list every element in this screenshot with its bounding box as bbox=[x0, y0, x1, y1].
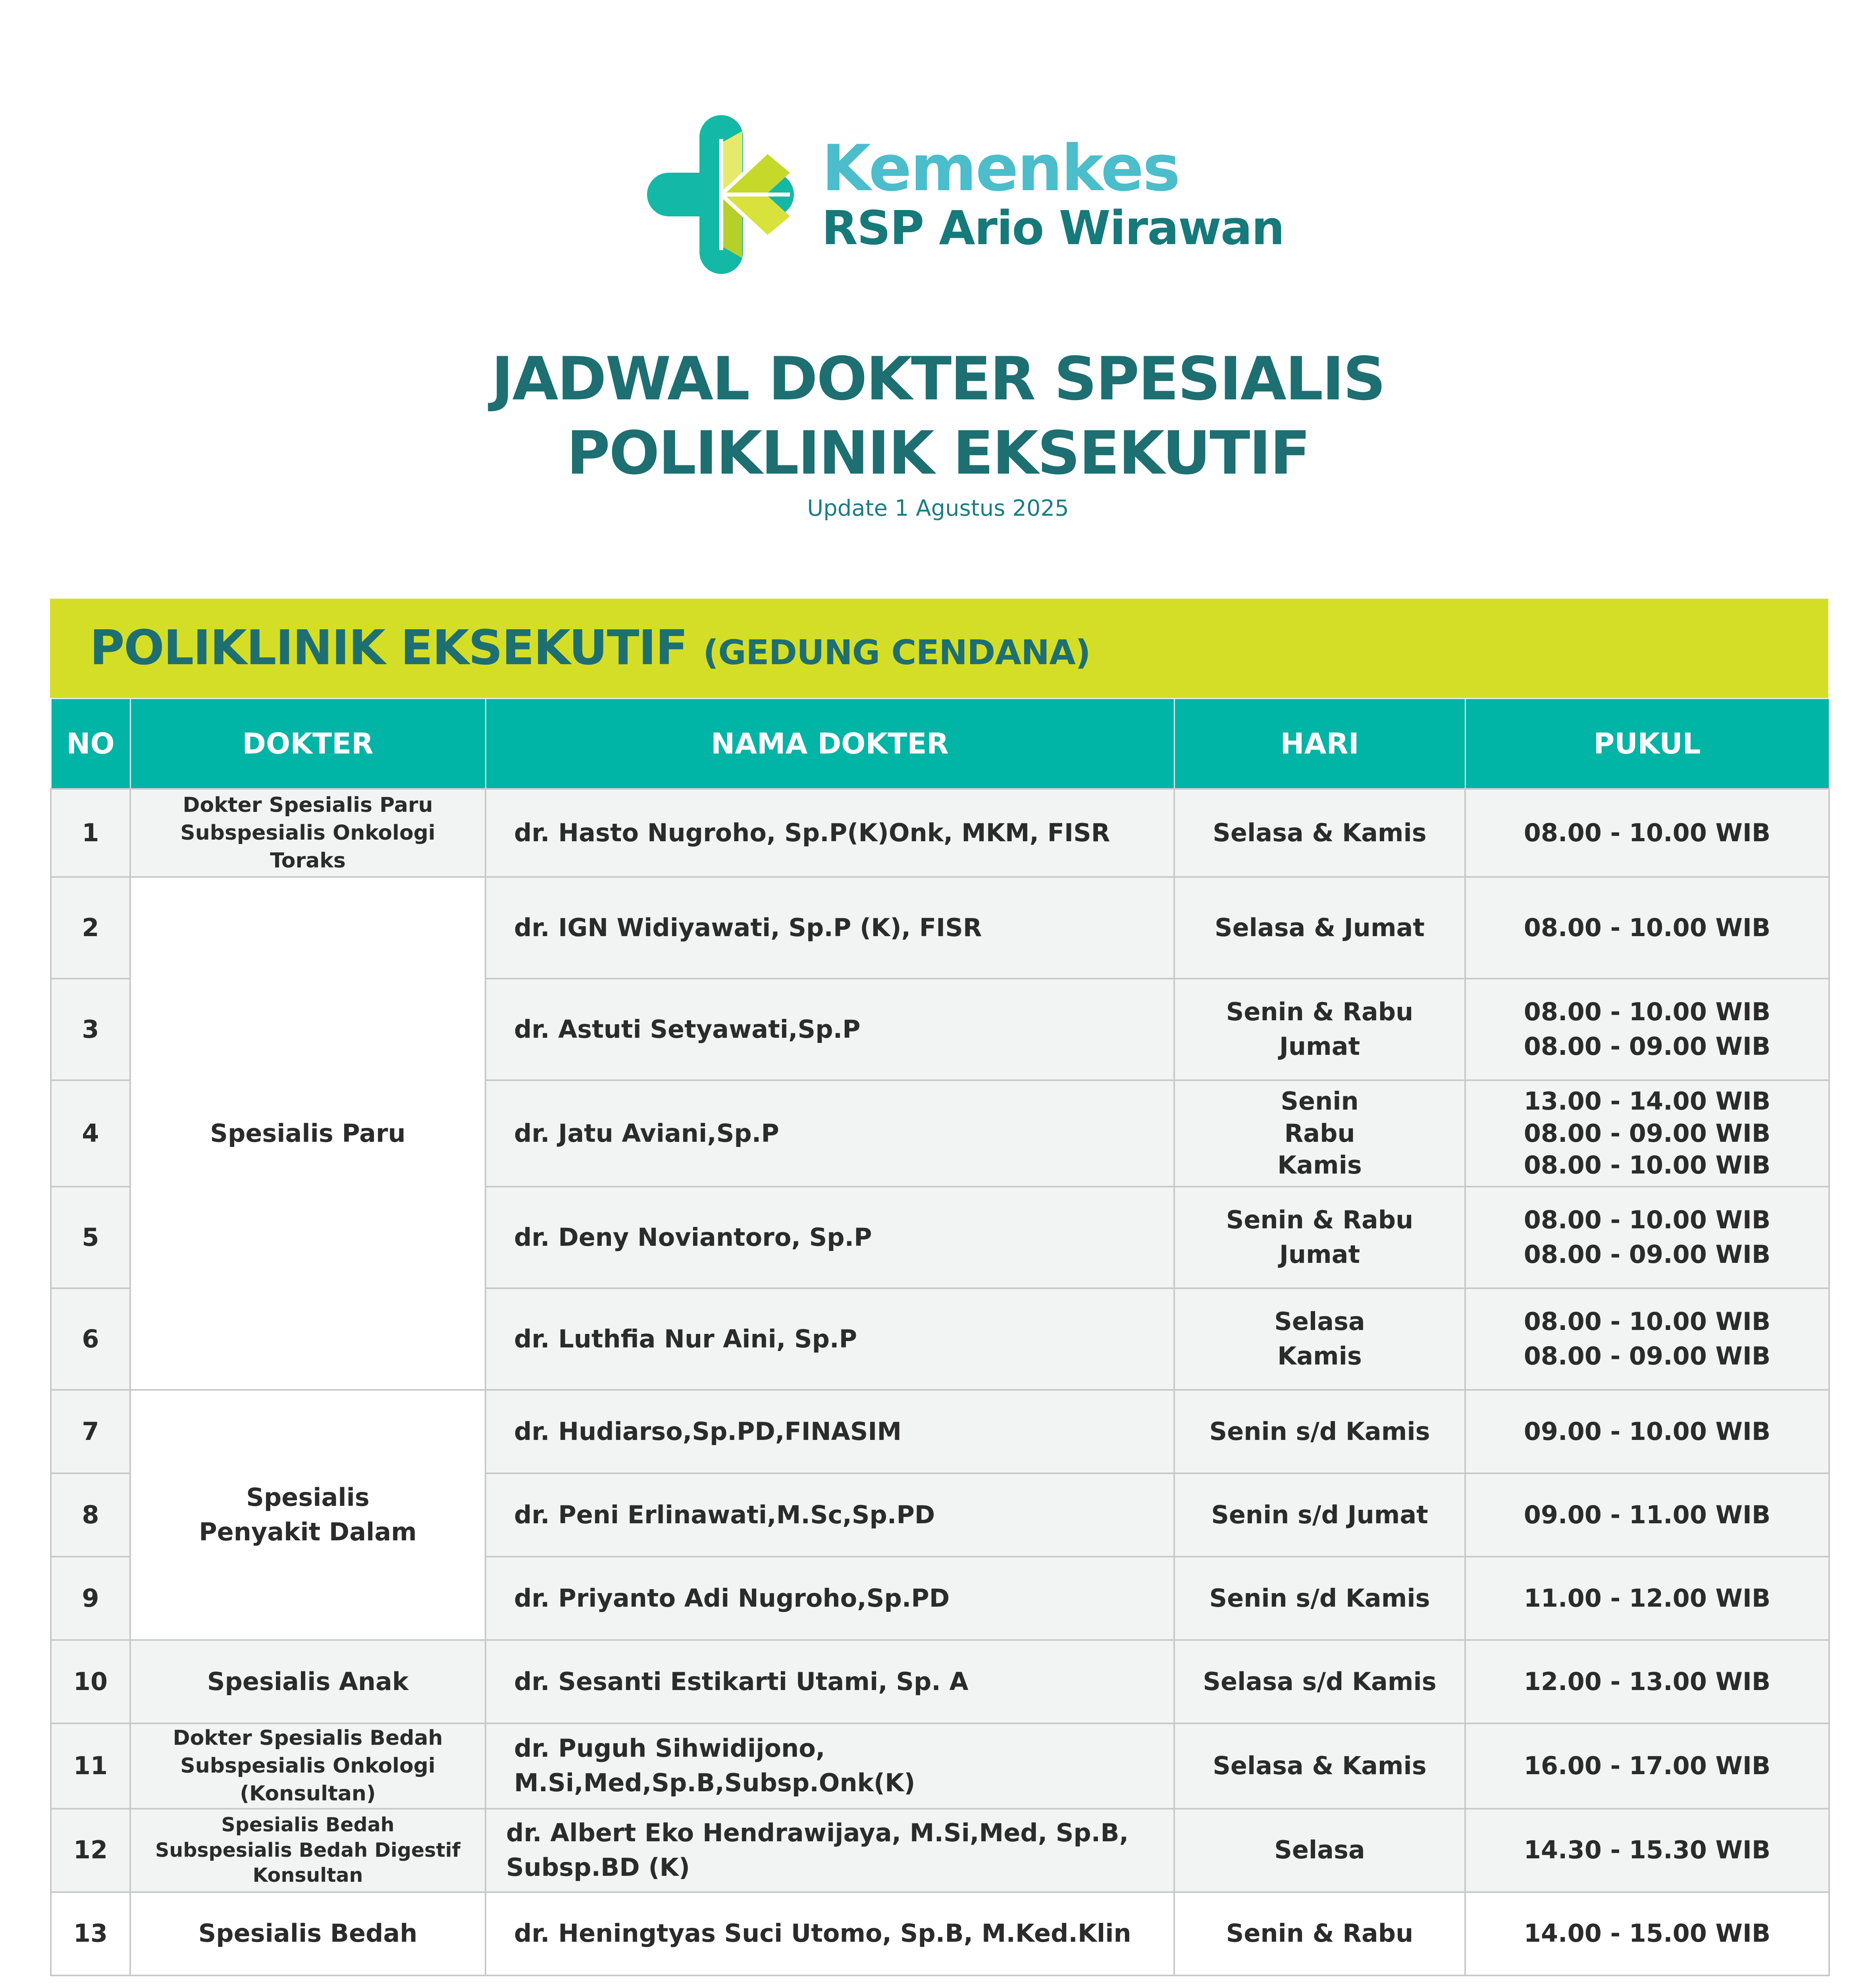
table-row bbox=[51, 1640, 1829, 1723]
kemenkes-logo-icon bbox=[647, 115, 794, 274]
row-no: 5 bbox=[51, 1187, 130, 1288]
row-no: 12 bbox=[51, 1809, 130, 1892]
row-time: 11.00 - 12.00 WIB bbox=[1465, 1557, 1829, 1640]
row-specialty: Spesialis Bedah bbox=[130, 1892, 485, 1975]
row-time: 08.00 - 10.00 WIB bbox=[1465, 789, 1829, 877]
row-no: 7 bbox=[51, 1390, 130, 1473]
table-row bbox=[51, 1809, 1829, 1892]
hospital-name: RSP Ario Wirawan bbox=[822, 200, 1284, 255]
row-no: 8 bbox=[51, 1473, 130, 1557]
row-day: Senin & Rabu bbox=[1174, 1892, 1465, 1975]
row-doctor-name: dr. Astuti Setyawati,Sp.P bbox=[485, 979, 1174, 1080]
row-no: 2 bbox=[51, 877, 130, 979]
row-doctor-name: dr. Sesanti Estikarti Utami, Sp. A bbox=[485, 1640, 1174, 1723]
section-header bbox=[50, 599, 1828, 698]
table-row bbox=[51, 1723, 1829, 1809]
row-day: Senin s/d Jumat bbox=[1174, 1473, 1465, 1557]
row-no: 4 bbox=[51, 1080, 130, 1187]
row-doctor-name: dr. Puguh Sihwidijono, M.Si,Med,Sp.B,Subsp.Onk(K) bbox=[485, 1723, 1174, 1809]
row-doctor-name: dr. Albert Eko Hendrawijaya, M.Si,Med, Sp.B, Subsp.BD (K) bbox=[485, 1809, 1174, 1892]
row-day: Senin s/d Kamis bbox=[1174, 1390, 1465, 1473]
col-no: NO bbox=[51, 699, 130, 789]
page-title: JADWAL DOKTER SPESIALIS bbox=[491, 345, 1385, 414]
row-time: 08.00 - 10.00 WIB 08.00 - 09.00 WIB bbox=[1465, 1187, 1829, 1288]
table-row bbox=[51, 1390, 1829, 1473]
row-day: Selasa & Jumat bbox=[1174, 877, 1465, 979]
row-specialty: Spesialis Anak bbox=[130, 1640, 485, 1723]
row-no: 6 bbox=[51, 1288, 130, 1390]
table-row bbox=[51, 1892, 1829, 1975]
row-no: 10 bbox=[51, 1640, 130, 1723]
section-title: POLIKLINIK EKSEKUTIF bbox=[90, 621, 688, 676]
row-doctor-name: dr. Luthfia Nur Aini, Sp.P bbox=[485, 1288, 1174, 1390]
row-time: 12.00 - 13.00 WIB bbox=[1465, 1640, 1829, 1723]
group-specialty-penyakit-dalam: Spesialis Penyakit Dalam bbox=[130, 1390, 485, 1640]
col-dokter: DOKTER bbox=[130, 699, 485, 789]
row-day: Senin Rabu Kamis bbox=[1174, 1080, 1465, 1187]
row-time: 08.00 - 10.00 WIB 08.00 - 09.00 WIB bbox=[1465, 979, 1829, 1080]
row-specialty: Spesialis Bedah Subspesialis Bedah Digestif Konsultan bbox=[130, 1809, 485, 1892]
row-no: 11 bbox=[51, 1723, 130, 1809]
col-nama-dokter: NAMA DOKTER bbox=[485, 699, 1174, 789]
table-row bbox=[51, 789, 1829, 877]
col-hari: HARI bbox=[1174, 699, 1465, 789]
row-day: Selasa & Kamis bbox=[1174, 1723, 1465, 1809]
schedule-table bbox=[50, 698, 1830, 1976]
row-doctor-name: dr. Heningtyas Suci Utomo, Sp.B, M.Ked.Klin bbox=[485, 1892, 1174, 1975]
row-no: 9 bbox=[51, 1557, 130, 1640]
row-time: 09.00 - 11.00 WIB bbox=[1465, 1473, 1829, 1557]
row-doctor-name: dr. Deny Noviantoro, Sp.P bbox=[485, 1187, 1174, 1288]
row-day: Selasa s/d Kamis bbox=[1174, 1640, 1465, 1723]
page-subtitle: POLIKLINIK EKSEKUTIF bbox=[566, 419, 1310, 488]
table-row bbox=[51, 877, 1829, 979]
row-specialty: Dokter Spesialis Bedah Subspesialis Onkologi (Konsultan) bbox=[130, 1723, 485, 1809]
row-no: 1 bbox=[51, 789, 130, 877]
row-time: 16.00 - 17.00 WIB bbox=[1465, 1723, 1829, 1809]
row-time: 08.00 - 10.00 WIB 08.00 - 09.00 WIB bbox=[1465, 1288, 1829, 1390]
row-time: 08.00 - 10.00 WIB bbox=[1465, 877, 1829, 979]
logo bbox=[647, 115, 1284, 282]
row-doctor-name: dr. Jatu Aviani,Sp.P bbox=[485, 1080, 1174, 1187]
row-doctor-name: dr. Hasto Nugroho, Sp.P(K)Onk, MKM, FISR bbox=[485, 789, 1174, 877]
row-day: Senin s/d Kamis bbox=[1174, 1557, 1465, 1640]
row-time: 13.00 - 14.00 WIB 08.00 - 09.00 WIB 08.00 - 10.00 WIB bbox=[1465, 1080, 1829, 1187]
section-building: (GEDUNG CENDANA) bbox=[703, 633, 1090, 673]
group-specialty-paru: Spesialis Paru bbox=[130, 877, 485, 1390]
row-day: Senin & Rabu Jumat bbox=[1174, 1187, 1465, 1288]
row-day: Selasa & Kamis bbox=[1174, 789, 1465, 877]
row-day: Senin & Rabu Jumat bbox=[1174, 979, 1465, 1080]
row-specialty: Dokter Spesialis Paru Subspesialis Onkologi Toraks bbox=[130, 789, 485, 877]
row-time: 14.30 - 15.30 WIB bbox=[1465, 1809, 1829, 1892]
row-day: Selasa bbox=[1174, 1809, 1465, 1892]
col-pukul: PUKUL bbox=[1465, 699, 1829, 789]
row-no: 13 bbox=[51, 1892, 130, 1975]
row-time: 14.00 - 15.00 WIB bbox=[1465, 1892, 1829, 1975]
table-header-row bbox=[51, 699, 1829, 789]
row-time: 09.00 - 10.00 WIB bbox=[1465, 1390, 1829, 1473]
row-doctor-name: dr. Priyanto Adi Nugroho,Sp.PD bbox=[485, 1557, 1174, 1640]
update-date: Update 1 Agustus 2025 bbox=[807, 495, 1069, 521]
row-day: Selasa Kamis bbox=[1174, 1288, 1465, 1390]
row-no: 3 bbox=[51, 979, 130, 1080]
brand-name: Kemenkes bbox=[822, 131, 1179, 205]
row-doctor-name: dr. Peni Erlinawati,M.Sc,Sp.PD bbox=[485, 1473, 1174, 1557]
row-doctor-name: dr. IGN Widiyawati, Sp.P (K), FISR bbox=[485, 877, 1174, 979]
row-doctor-name: dr. Hudiarso,Sp.PD,FINASIM bbox=[485, 1390, 1174, 1473]
